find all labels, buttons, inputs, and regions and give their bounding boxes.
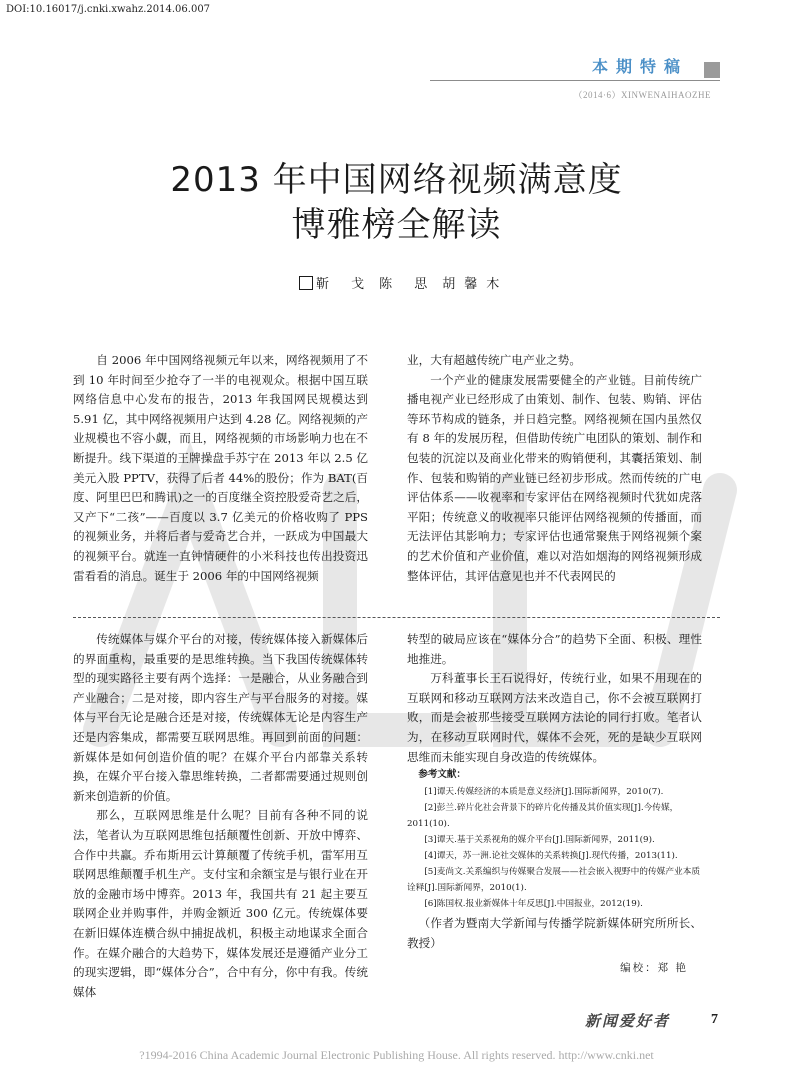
body-paragraph: 转型的破局应该在“媒体分合”的趋势下全面、积极、理性地推进。 bbox=[407, 632, 702, 666]
issue-code: （2014·6）XINWENAIHAOZHE bbox=[573, 90, 711, 100]
author-box-icon bbox=[299, 276, 313, 290]
copyright-line: ?1994-2016 China Academic Journal Electronic Publishing House. All rights reserved. http://www.cnki.net bbox=[139, 1048, 654, 1062]
reference-item: [3]谭天.基于关系视角的媒介平台[J].国际新闻界，2011(9). bbox=[424, 835, 655, 846]
title-line-2: 博雅榜全解读 bbox=[291, 205, 502, 245]
body-paragraph: 万科董事长王石说得好，传统行业，如果不用现在的互联网和移动互联网方法来改造自己，你不会被互联网打败，而是会被那些接受互联网方法论的同行打败。笔者认为，在移动互联网时代，媒体不会死，死的是缺少互联网思维而未能实现自身改造的传统媒体。 bbox=[407, 671, 702, 764]
reference-item: [6]陈国权.报业新媒体十年反思[J].中国报业，2012(19). bbox=[424, 899, 643, 910]
body-paragraph: 传统媒体与媒介平台的对接，传统媒体接入新媒体后的界面重构，最重要的是思维转换。当下我国传统媒体转型的现实路径主要有两个选择：一是融合，从业务融合到产业融合；二是对接，即内容生产与平台服务的对接。媒体与平台无论是融合还是对接，传统媒体无论是内容生产还是内容集成，都需要互联网思维。再回到前面的问题：新媒体是如何创造价值的呢？在媒介平台内部靠关系转换，在媒介平台接入靠思维转换，二者都需要通过规则创新来创造新的价值。 bbox=[73, 632, 368, 803]
body-column-top-left bbox=[73, 351, 368, 586]
page-number: 7 bbox=[711, 1012, 718, 1027]
author-line bbox=[299, 273, 514, 292]
page-continuation-divider bbox=[73, 617, 720, 618]
body-paragraph: 业，大有超越传统广电产业之势。 bbox=[407, 353, 581, 367]
author-name: 靳 戈 bbox=[316, 277, 374, 292]
editor-credit: 编校：郑 艳 bbox=[620, 962, 688, 975]
section-marker-square bbox=[704, 62, 720, 78]
reference-item: [2]彭兰.碎片化社会背景下的碎片化传播及其价值实现[J].今传媒，2011(10). bbox=[407, 803, 679, 830]
reference-item: [5]麦尚文.关系编织与传媒聚合发展——社会嵌入视野中的传媒产业本质诠释[J].国际新闻界，2010(1). bbox=[407, 867, 701, 894]
body-column-bottom-right bbox=[407, 630, 702, 979]
body-paragraph: 那么，互联网思维是什么呢？目前有各种不同的说法，笔者认为互联网思维包括颠覆性创新、开放中博弈、合作中共赢。乔布斯用云计算颠覆了传统手机，雷军用互联网思维颠覆手机生产。支付宝和余额宝是与银行业在开放的金融市场中博弈。2013 年，我国共有 21 起主要互联网企业并购事件，并购金额近 300 亿元。传统媒体要在新旧媒体连横合纵中捕捉战机，积极主动地谋求全面合作。在媒介融合的大趋势下，媒体发展还是遵循产业分工的现实逻辑，即“媒体分合”，合中有分，你中有我。传统媒体 bbox=[73, 808, 368, 999]
title-line-1: 2013 年中国网络视频满意度 bbox=[170, 160, 623, 200]
doi-line: DOI:10.16017/j.cnki.xwahz.2014.06.007 bbox=[6, 4, 211, 15]
body-column-top-right bbox=[407, 351, 702, 586]
article-title bbox=[0, 158, 793, 248]
references-title: 参考文献： bbox=[418, 769, 466, 781]
journal-name-footer: 新闻爱好者 bbox=[585, 1012, 671, 1030]
body-column-bottom-left bbox=[73, 630, 368, 1002]
reference-item: [4]谭天，苏一洲.论社交媒体的关系转换[J].现代传播，2013(11). bbox=[424, 851, 678, 862]
header-rule bbox=[430, 80, 720, 81]
author-affiliation: （作者为暨南大学新闻与传播学院新媒体研究所所长、教授） bbox=[407, 916, 702, 950]
section-label: 本期特稿 bbox=[591, 57, 688, 76]
author-name: 陈 思 bbox=[379, 277, 437, 292]
body-paragraph: 一个产业的健康发展需要健全的产业链。目前传统广播电视产业已经形成了由策划、制作、包装、购销、评估等环节构成的链条，并日趋完整。网络视频在国内虽然仅有 8 年的发展历程，但借助传统广电团队的策划、制作和包装的沉淀以及商业化带来的购销便利，其囊括策划、制作、包装和购销的产业链已经初步形成。然而传统的广电评估体系——收视率和专家评估在网络视频时代犹如虎落平阳；传统意义的收视率只能评估网络视频的传播面，而无法评估其影响力；专家评估也通常聚焦于网络视频个案的艺术价值和产业价值，难以对浩如烟海的网络视频形成整体评估，其评估意见也并不代表网民的 bbox=[407, 372, 702, 583]
author-name: 胡馨木 bbox=[442, 277, 509, 292]
body-paragraph: 自 2006 年中国网络视频元年以来，网络视频用了不到 10 年时间至少抢夺了一半的电视观众。根据中国互联网络信息中心发布的报告，2013 年我国网民规模达到 5.91 亿，其中网络视频用户达到 4.28 亿。网络视频的产业规模也不容小觑，而且，网络视频的市场影响力也在不断提升。线下渠道的王牌操盘手苏宁在 2013 年以 2.5 亿美元入股 PPTV，获得了后者 44%的股份；作为 BAT(百度、阿里巴巴和腾讯)之一的百度继全资控股爱奇艺之后，又产下“二孩”——百度以 3.7 亿美元的价格收购了 PPS 的视频业务，并将后者与爱奇艺合并，一跃成为中国最大的视频平台。就连一直钟情硬件的小米科技也传出投资迅雷看看的消息。诞生于 2006 年的中国网络视频 bbox=[73, 353, 368, 583]
reference-item: [1]谭天.传媒经济的本质是意义经济[J].国际新闻界，2010(7). bbox=[424, 787, 664, 798]
